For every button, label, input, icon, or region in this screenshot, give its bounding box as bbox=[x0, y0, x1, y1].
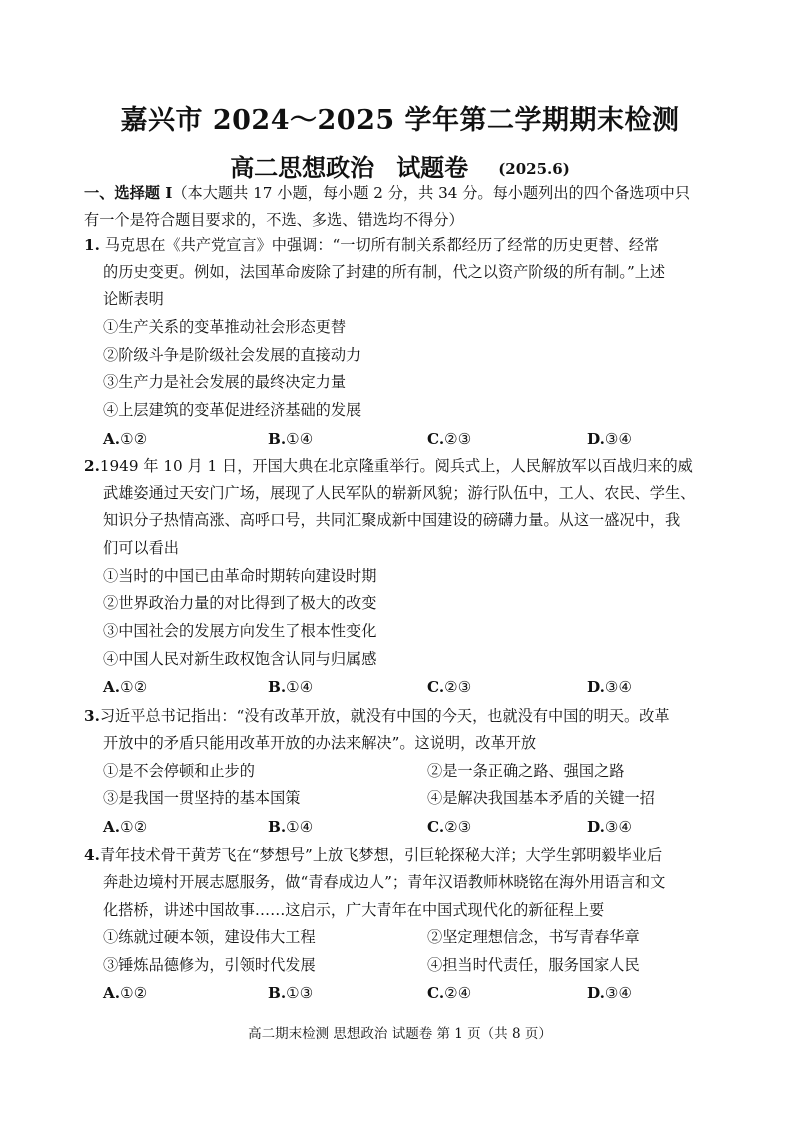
choice-d[interactable]: D.③④ bbox=[587, 678, 633, 696]
question-stem-line: 化搭桥，讲述中国故事……这启示，广大青年在中国式现代化的新征程上要 bbox=[103, 901, 605, 919]
statement-2: ②坚定理想信念，书写青春华章 bbox=[427, 928, 640, 946]
question-stem-line: 习近平总书记指出：“没有改革开放，就没有中国的今天，也就没有中国的明天。改革 bbox=[99, 707, 670, 725]
statement-1: ①当时的中国已由革命时期转向建设时期 bbox=[103, 567, 377, 585]
statement-1: ①是不会停顿和止步的 bbox=[103, 762, 255, 780]
choice-b[interactable]: B.①③ bbox=[268, 984, 314, 1002]
question-number: 4. bbox=[84, 846, 100, 864]
exam-date: (2025.6) bbox=[498, 160, 570, 178]
choice-c[interactable]: C.②③ bbox=[427, 430, 472, 448]
question-stem-line: 开放中的矛盾只能用改革开放的办法来解决”。这说明，改革开放 bbox=[103, 734, 537, 752]
subject-title: 高二思想政治 bbox=[230, 153, 375, 182]
statement-4: ④中国人民对新生政权饱含认同与归属感 bbox=[103, 650, 377, 668]
question-stem-line: 马克思在《共产党宣言》中强调：“一切所有制关系都经历了经常的历史更替、经常 bbox=[104, 236, 660, 254]
statement-4: ④是解决我国基本矛盾的关键一招 bbox=[427, 789, 655, 807]
choice-d[interactable]: D.③④ bbox=[587, 984, 633, 1002]
statement-3: ③生产力是社会发展的最终决定力量 bbox=[103, 373, 346, 391]
statement-3: ③中国社会的发展方向发生了根本性变化 bbox=[103, 622, 377, 640]
choice-a[interactable]: A.①② bbox=[103, 678, 148, 696]
choice-a[interactable]: A.①② bbox=[103, 430, 148, 448]
statement-4: ④担当时代责任，服务国家人民 bbox=[427, 956, 640, 974]
section-instruction-line1: （本大题共 17 小题，每小题 2 分，共 34 分。每小题列出的四个备选项中只 bbox=[172, 184, 691, 202]
choice-b[interactable]: B.①④ bbox=[268, 818, 314, 836]
section-heading: 一、选择题 I bbox=[84, 184, 173, 202]
question-stem-line: 武雄姿通过天安门广场，展现了人民军队的崭新风貌；游行队伍中，工人、农民、学生、 bbox=[103, 484, 696, 502]
statement-4: ④上层建筑的变革促进经济基础的发展 bbox=[103, 401, 362, 419]
choice-d[interactable]: D.③④ bbox=[587, 430, 633, 448]
question-stem-line: 们可以看出 bbox=[103, 539, 179, 557]
question-stem-line: 论断表明 bbox=[103, 290, 164, 308]
choice-c[interactable]: C.②④ bbox=[427, 984, 472, 1002]
statement-2: ②是一条正确之路、强国之路 bbox=[427, 762, 625, 780]
statement-1: ①生产关系的变革推动社会形态更替 bbox=[103, 318, 346, 336]
choice-d[interactable]: D.③④ bbox=[587, 818, 633, 836]
exam-title: 嘉兴市 2024～2025 学年第二学期期末检测 bbox=[120, 105, 680, 136]
choice-a[interactable]: A.①② bbox=[103, 818, 148, 836]
question-stem-line: 知识分子热情高涨、高呼口号，共同汇聚成新中国建设的磅礴力量。从这一盛况中，我 bbox=[103, 511, 681, 529]
statement-1: ①练就过硬本领，建设伟大工程 bbox=[103, 928, 316, 946]
statement-3: ③锤炼品德修为，引领时代发展 bbox=[103, 956, 316, 974]
page-footer: 高二期末检测 思想政治 试题卷 第 1 页（共 8 页） bbox=[248, 1026, 552, 1042]
question-number: 1. bbox=[84, 236, 100, 254]
statement-2: ②世界政治力量的对比得到了极大的改变 bbox=[103, 594, 377, 612]
exam-subtitle bbox=[0, 148, 800, 183]
choice-c[interactable]: C.②③ bbox=[427, 678, 472, 696]
question-stem-line: 奔赴边境村开展志愿服务，做“青春成边人”；青年汉语教师林晓铭在海外用语言和文 bbox=[103, 873, 666, 891]
question-stem-line: 青年技术骨干黄芳飞在“梦想号”上放飞梦想，引巨轮探秘大洋；大学生郭明毅毕业后 bbox=[99, 846, 663, 864]
section-instruction-line2: 有一个是符合题目要求的，不选、多选、错选均不得分） bbox=[84, 211, 464, 229]
question-stem-line: 的历史变更。例如，法国革命废除了封建的所有制，代之以资产阶级的所有制。”上述 bbox=[103, 263, 666, 281]
question-number: 2. bbox=[84, 457, 100, 475]
choice-a[interactable]: A.①② bbox=[103, 984, 148, 1002]
statement-3: ③是我国一贯坚持的基本国策 bbox=[103, 789, 301, 807]
statement-2: ②阶级斗争是阶级社会发展的直接动力 bbox=[103, 346, 362, 364]
choice-b[interactable]: B.①④ bbox=[268, 678, 314, 696]
paper-type: 试题卷 bbox=[396, 153, 469, 182]
choice-c[interactable]: C.②③ bbox=[427, 818, 472, 836]
choice-b[interactable]: B.①④ bbox=[268, 430, 314, 448]
question-number: 3. bbox=[84, 707, 100, 725]
question-stem-line: 1949 年 10 月 1 日，开国大典在北京隆重举行。阅兵式上，人民解放军以百战归来的威 bbox=[99, 457, 693, 475]
